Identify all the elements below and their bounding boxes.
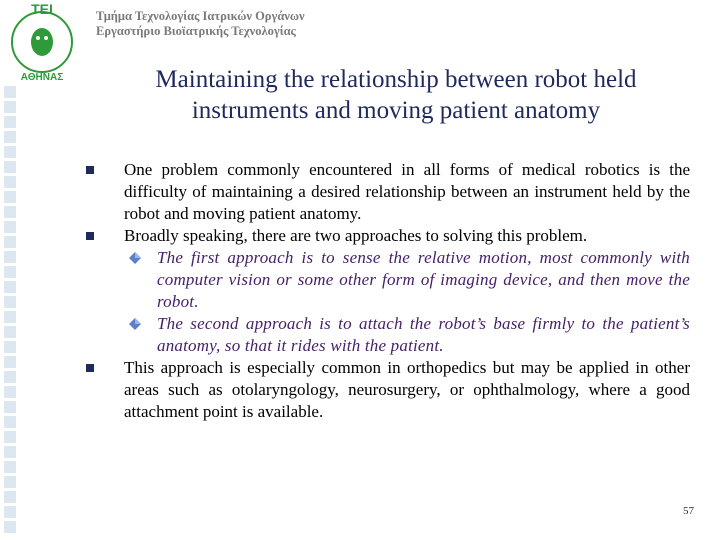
page-number: 57 bbox=[683, 505, 694, 517]
sub-bullet-text: The first approach is to sense the relative motion, most commonly with computer vision or some other form of imaging device, and then move the robot. bbox=[157, 248, 690, 311]
slide-content bbox=[86, 159, 690, 423]
strip-square bbox=[4, 236, 16, 248]
strip-square bbox=[4, 371, 16, 383]
strip-square bbox=[4, 476, 16, 488]
bullet-item bbox=[86, 357, 690, 423]
strip-square bbox=[4, 311, 16, 323]
strip-square bbox=[4, 326, 16, 338]
strip-square bbox=[4, 281, 16, 293]
strip-square bbox=[4, 446, 16, 458]
strip-square bbox=[4, 191, 16, 203]
strip-square bbox=[4, 251, 16, 263]
department-name: Τμήμα Τεχνολογίας Ιατρικών Οργάνων bbox=[96, 9, 305, 23]
strip-square bbox=[4, 506, 16, 518]
strip-square bbox=[4, 521, 16, 533]
institution-header bbox=[96, 9, 305, 39]
strip-square bbox=[4, 266, 16, 278]
bullet-item bbox=[86, 159, 690, 225]
strip-square bbox=[4, 491, 16, 503]
tei-athens-logo bbox=[4, 2, 80, 86]
svg-text:ΑΘΗΝΑΣ: ΑΘΗΝΑΣ bbox=[20, 72, 64, 83]
strip-square bbox=[4, 461, 16, 473]
strip-square bbox=[4, 86, 16, 98]
strip-square bbox=[4, 356, 16, 368]
bullet-text: One problem commonly encountered in all forms of medical robotics is the difficulty of maintaining a desired relationship between an instrument held by the robot and moving patient anatomy. bbox=[124, 160, 690, 223]
diamond-bullet-icon bbox=[128, 251, 142, 265]
strip-square bbox=[4, 116, 16, 128]
strip-square bbox=[4, 401, 16, 413]
strip-square bbox=[4, 431, 16, 443]
strip-square bbox=[4, 296, 16, 308]
bullet-item bbox=[86, 225, 690, 247]
svg-text:ΤΕΙ: ΤΕΙ bbox=[31, 2, 53, 17]
strip-square bbox=[4, 101, 16, 113]
strip-square bbox=[4, 221, 16, 233]
sub-bullet-item bbox=[86, 313, 690, 357]
square-bullet-icon bbox=[86, 166, 94, 174]
strip-square bbox=[4, 131, 16, 143]
sub-bullet-text: The second approach is to attach the robot’s base firmly to the patient’s anatomy, so that it rides with the patient. bbox=[157, 314, 690, 355]
strip-square bbox=[4, 416, 16, 428]
bullet-text: Broadly speaking, there are two approaches to solving this problem. bbox=[124, 226, 588, 245]
square-bullet-icon bbox=[86, 232, 94, 240]
square-bullet-icon bbox=[86, 364, 94, 372]
diamond-bullet-icon bbox=[128, 317, 142, 331]
strip-square bbox=[4, 146, 16, 158]
bullet-text: This approach is especially common in orthopedics but may be applied in other areas such as otolaryngology, neurosurgery, or ophthalmology, where a good attachment point is available. bbox=[124, 358, 690, 421]
strip-square bbox=[4, 341, 16, 353]
strip-square bbox=[4, 176, 16, 188]
strip-square bbox=[4, 386, 16, 398]
lab-name: Εργαστήριο Βιοϊατρικής Τεχνολογίας bbox=[96, 24, 296, 38]
slide-title: Maintaining the relationship between robot held instruments and moving patient anatomy bbox=[155, 66, 637, 124]
sub-bullet-item bbox=[86, 247, 690, 313]
strip-square bbox=[4, 206, 16, 218]
strip-square bbox=[4, 161, 16, 173]
